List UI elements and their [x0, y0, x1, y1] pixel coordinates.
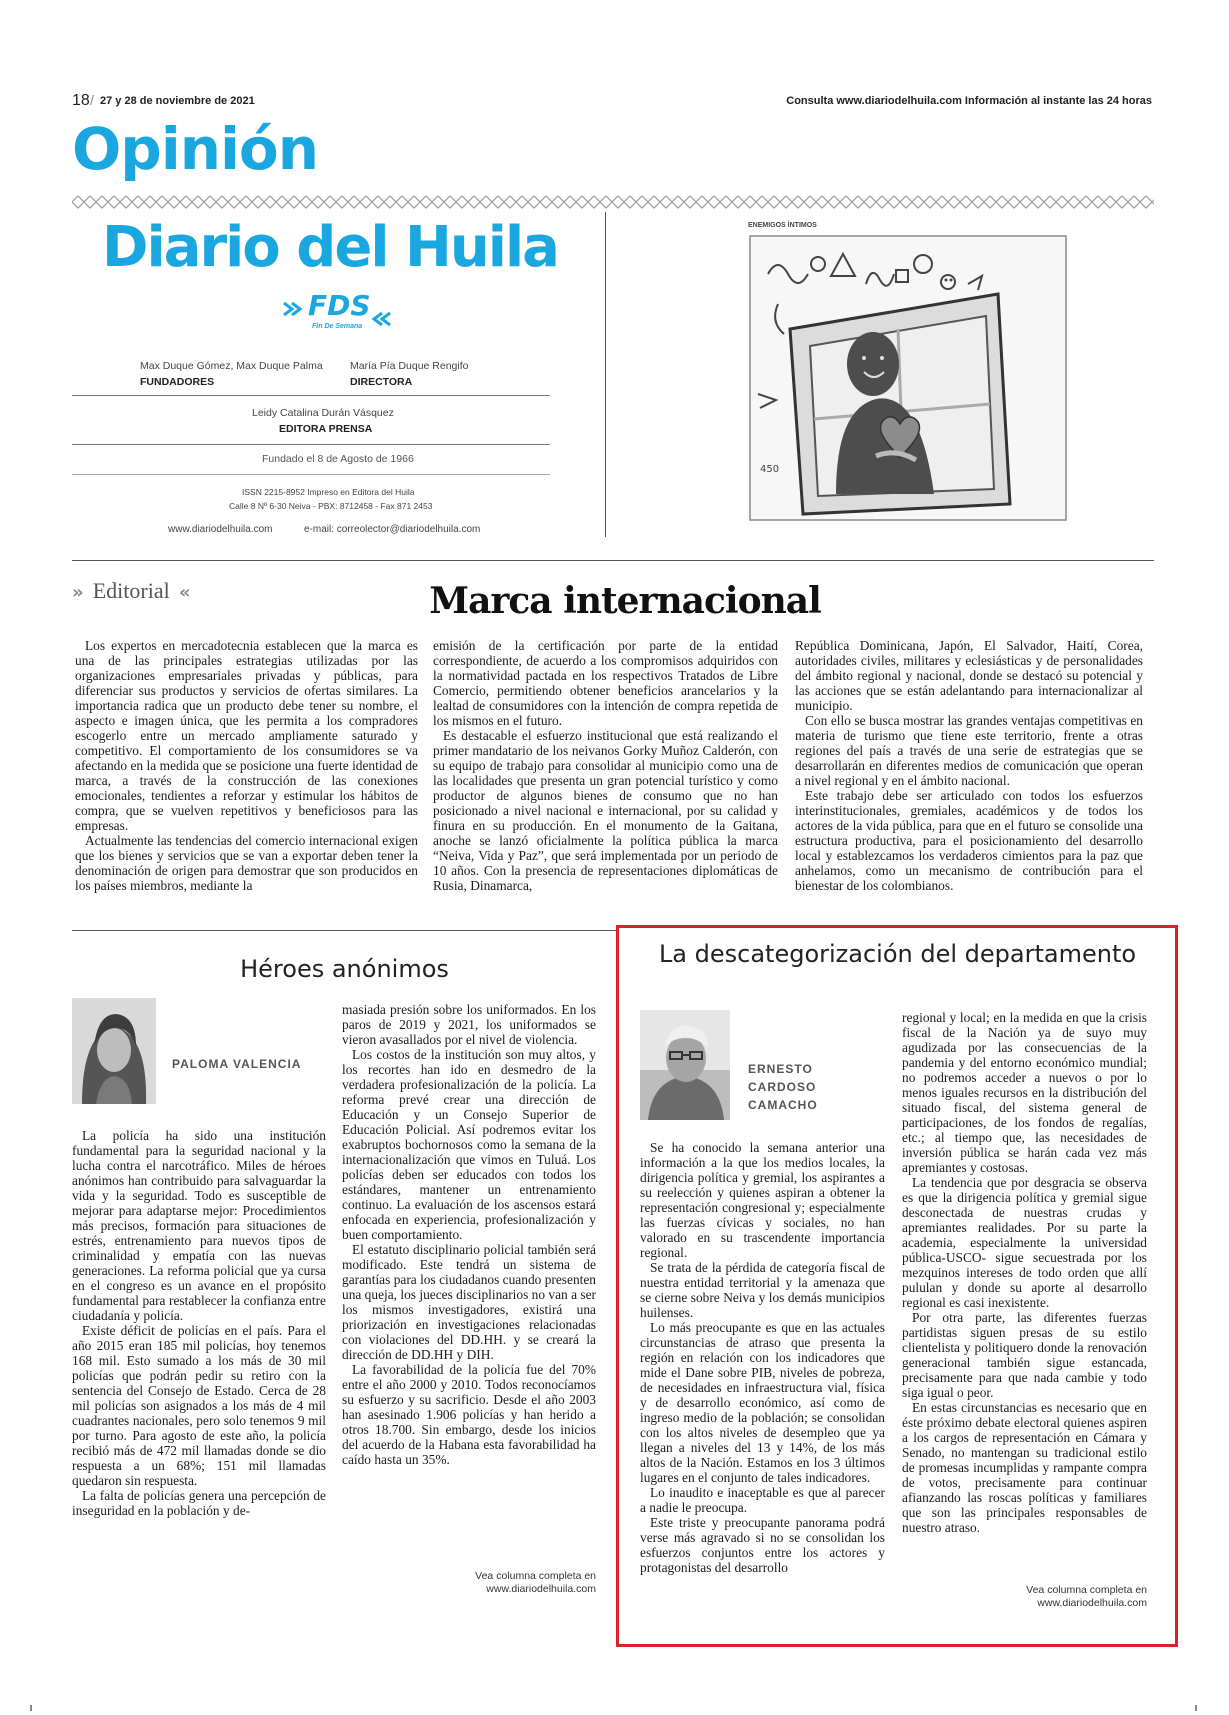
author-photo-paloma: [72, 998, 156, 1104]
paragraph: En estas circunstancias es necesario que en éste próximo debate electoral quienes aspiren a los cargos de representación en Cámara y Senado, no mantengan su tradicional estilo de promesas incumplidas y rampante compra de votos, precisamente para continuar afianzando las roscas políticas y familiares que son las principales responsables de nuestro atraso.: [902, 1400, 1147, 1535]
paragraph: La falta de policías genera una percepción de inseguridad en la población y de-: [72, 1488, 326, 1518]
cartoon-label: ENEMIGOS ÍNTIMOS: [748, 222, 817, 229]
director-name: María Pía Duque Rengifo: [350, 360, 469, 372]
masthead-vertical-rule: [605, 212, 606, 537]
paragraph: República Dominicana, Japón, El Salvador, Haití, Corea, autoridades civiles, militares y eclesiásticas y de personalidades del ámbito regional y nacional, donde se destacó su potencial y las acciones que se están adelantando para internacionalizar al municipio.: [795, 638, 1143, 713]
paragraph: Se ha conocido la semana anterior una información a la que los medios locales, la dirigencia política y gremial, los aspirantes a su reelección y quienes aspiran a obtener la representación congresional y; especialmente las fuerzas cívicas y sociales, no han valorado en su trascendente importancia regional.: [640, 1140, 885, 1260]
editor-role: EDITORA PRENSA: [279, 423, 373, 435]
paragraph: Actualmente las tendencias del comercio internacional exigen que los bienes y servicios que se van a exportar deben tener la denominación de origen para demostrar que son producidos en los países miembros, mediante la: [75, 833, 418, 893]
paragraph: emisión de la certificación por parte de la entidad correspondiente, de acuerdo a los compromisos adquiridos con la normatividad pactada en los respectivos Tratados de Libre Comercio, permitiendo obtener beneficios arancelarios y la lealtad de consumidores con la intención de compra repetida de los mismos en el futuro.: [433, 638, 778, 728]
issue-date: 27 y 28 de noviembre de 2021: [100, 95, 255, 107]
read-more-note: [935, 1584, 1147, 1610]
author-name-line: CARDOSO: [748, 1080, 817, 1094]
paragraph: Con ello se busca mostrar las grandes ventajas competitivas en materia de turismo que tiene este territorio, frente a otras regiones del país a través de una serie de estrategias que se desarrollarán en diferentes medios de comunicación que operan a nivel regional y en el ámbito nacional.: [795, 713, 1143, 788]
paragraph: Es destacable el esfuerzo institucional que está realizando el primer mandatario de los neivanos Gorky Muñoz Calderón, con su equipo de trabajo para consolidar al municipio como una de las localidades que presenta un gran potencial turístico y como productor de algunos bienes de consumo que no han posicionado a nivel nacional e internacional, por su calidad y finura en su producción. En el monumento de la Gaitana, anoche se lanzó oficialmente la política pública la marca “Neiva, Vida y Paz”, que será implementada por un periodo de 10 años. Con la presencia de representaciones diplomáticas de Rusia, Dinamarca,: [433, 728, 778, 893]
svg-text:450: 450: [760, 464, 780, 475]
section-rule: [72, 930, 617, 931]
author-photo-ernesto: [640, 1010, 730, 1120]
paragraph: Los expertos en mercadotecnia establecen que la marca es una de las principales estrategias utilizadas por las organizaciones empresariales privadas y públicas, para diferenciar sus productos y servicios de ofertas similares. La importancia radica que un producto debe tener su nombre, el aspecto e imagen única, que les permita a los compradores escogerlo entre un mercado ampliamente saturado y competitivo. El comportamiento de los consumidores se va afectando en la medida que se posicione una fuerte identidad de marca, a través de la construcción de las conexiones emocionales, tendientes a reforzar y estimular los hábitos de compra, que se vuelven repetitivos y beneficiosos para las empresas.: [75, 638, 418, 833]
fds-logo-text: FDS: [308, 289, 371, 322]
paragraph: Lo más preocupante es que en las actuales circunstancias de atraso que presenta la región en relación con los indicadores que mide el Dane sobre PIB, niveles de pobreza, de necesidades en infraestructura vial, física y de desarrollo económico, así como de ingreso medio de la población; se consolidan con los altos niveles de desempleo que ya llegan a niveles del 13 y 14%, de los más altos de la Nación. Estamos en los 3 últimos lugares en el conjunto de tales indicadores.: [640, 1320, 885, 1485]
paragraph: Este trabajo debe ser articulado con todos los esfuerzos interinstitucionales, gremiales, académicos y de todos los actores de la vida pública, para que en el futuro se consolide una estructura productiva, para el posicionamiento del desarrollo local y establezcamos los verdaderos cimientos para la paz que anhelamos, como un mecanismo de contribución para el bienestar de los colombianos.: [795, 788, 1143, 893]
article-column-1: [640, 1140, 885, 1590]
issn-line: ISSN 2215-8952 Impreso en Editora del Huila: [242, 487, 415, 497]
editorial-tag-container: [72, 578, 190, 604]
read-more-note: [380, 1570, 596, 1596]
address-line: Calle 8 Nº 6-30 Neiva - PBX: 8712458 - Fax 871 2453: [229, 501, 433, 511]
editorial-column-2: [433, 638, 778, 910]
paragraph: Por otra parte, las diferentes fuerzas partidistas siguen presas de su estilo clientelista y politiquero donde la renovación generacional también sigue estancada, precisamente para que nada cambie y todo siga igual o peor.: [902, 1310, 1147, 1400]
cartoon: [748, 222, 1068, 522]
author-name: [748, 1060, 818, 1114]
read-more-link[interactable]: www.diariodelhuila.com: [486, 1583, 596, 1595]
paragraph: Se trata de la pérdida de categoría fiscal de nuestra entidad territorial y la amenaza que se cierne sobre Neiva y los demás municipios huilenses.: [640, 1260, 885, 1320]
consulta-line: Consulta www.diariodelhuila.com Información al instante las 24 horas: [786, 95, 1152, 107]
read-more-text: Vea columna completa en: [1026, 1584, 1147, 1596]
heroes-title: Héroes anónimos: [240, 955, 449, 983]
masthead-rule: [72, 474, 550, 475]
page-number: 18: [72, 92, 90, 109]
website-link[interactable]: www.diariodelhuila.com: [168, 524, 273, 535]
author-name-line: CAMACHO: [748, 1098, 818, 1112]
editorial-column-1: [75, 638, 418, 910]
paper-name: Diario del Huila: [102, 215, 558, 280]
heroes-column-1: [72, 1128, 326, 1594]
paragraph: Lo inaudito e inaceptable es que al parecer a nadie le preocupa.: [640, 1485, 885, 1515]
editorial-title: Marca internacional: [429, 580, 821, 622]
heroes-column-2: [342, 1002, 596, 1564]
director-role: DIRECTORA: [350, 376, 413, 388]
crop-mark: [30, 1705, 32, 1711]
crop-mark: [1195, 1705, 1197, 1711]
double-chevron-right-icon: »: [72, 582, 84, 603]
editorial-tag: Editorial: [92, 578, 170, 603]
author-name: PALOMA VALENCIA: [172, 1057, 302, 1071]
page-separator: /: [90, 92, 94, 108]
paragraph: La tendencia que por desgracia se observa es que la dirigencia política y gremial sigue desconectada de nuestras crudas y apremiantes realidades. Por su parte la academia, especialmente la universidad pública-USCO- sigue secuestrada por los mezquinos intereses de todo orden que allí pululan y donde su aporte al desarrollo regional es casi inexistente.: [902, 1175, 1147, 1310]
masthead-rule: [72, 395, 550, 396]
read-more-text: Vea columna completa en: [475, 1570, 596, 1582]
section-title: Opinión: [72, 115, 319, 183]
cartoon-illustration: [748, 234, 1068, 524]
founded-date: Fundado el 8 de Agosto de 1966: [262, 453, 414, 465]
paragraph: masiada presión sobre los uniformados. En los paros de 2019 y 2021, los uniformados se vieron avasallados por el nivel de violencia.: [342, 1002, 596, 1047]
article-title: La descategorización del departamento: [658, 940, 1137, 968]
editor-name: Leidy Catalina Durán Vásquez: [252, 407, 394, 419]
paragraph: Este triste y preocupante panorama podrá verse más agravado si no se consolidan los esfuerzos conjuntos entre los actores y protagonistas del desarrollo: [640, 1515, 885, 1575]
paragraph: regional y local; en la medida en que la crisis fiscal de la Nación ya de suyo muy agudizada por las consecuencias de la pandemia y del entorno económico mundial; no podremos acceder a nuevos o por lo menos iguales recursos en la distribución del situado fiscal, del sistema general de participaciones, de los fondos de regalías, etc.; al tiempo que, las necesidades de inversión pública se harán cada vez más apremiantes y costosas.: [902, 1010, 1147, 1175]
email-link[interactable]: e-mail: correolector@diariodelhuila.com: [304, 524, 481, 535]
read-more-link[interactable]: www.diariodelhuila.com: [1037, 1597, 1147, 1609]
paragraph: Los costos de la institución son muy altos, y los recortes han ido en desmedro de la verdadera profesionalización de la policía. La reforma prevé crear una dirección de Educación y un Consejo Superior de Educación Policial. Así podremos evitar los exabruptos bochornosos como la semana de la internacionalización que vimos en Tuluá. Los policías deben ser educados con todos los estándares, mantener un entrenamiento continuo. La evaluación de los ascensos estará enfocada en experiencia, profesionalización y buen comportamiento.: [342, 1047, 596, 1242]
editorial-rule: [72, 560, 1154, 561]
founders-role: FUNDADORES: [140, 376, 215, 388]
masthead-rule: [72, 444, 550, 445]
diamond-divider: [72, 195, 1154, 209]
editorial-column-3: [795, 638, 1143, 910]
double-chevron-left-icon: «: [178, 582, 191, 603]
paragraph: El estatuto disciplinario policial también será modificado. Este tendrá un sistema de garantías para los ciudadanos cuando presenten una queja, los jueces disciplinarios no van a ser los mismos investigadores, existirá una priorización en investigaciones relacionadas con violaciones del DD.HH. y se creará la dirección de DD.HH y DIH.: [342, 1242, 596, 1362]
fds-logo-subtitle: Fin De Semana: [312, 323, 363, 330]
article-column-2: [902, 1010, 1147, 1576]
paragraph: La policía ha sido una institución fundamental para la seguridad nacional y la lucha contra el narcotráfico. Miles de héroes anónimos han contribuido para salvaguardar la vida y la seguridad. Todo es susceptible de mejorar para adaptarse mejor: Procedimientos más precisos, formación para situaciones de estrés, entrenamiento para nuevos tipos de criminalidad y empatía con las nuevas generaciones. La reforma policial que ya cursa en el congreso es un avance en el propósito fundamental para restablecer la confianza entre ciudadanía y policía.: [72, 1128, 326, 1323]
paragraph: La favorabilidad de la policía fue del 70% entre el año 2000 y 2010. Todos reconocíamos su esfuerzo y su sacrificio. Desde el año 2003 han asesinado 1.906 policías y han herido a otros 18.700. Sin embargo, desde los inicios del acuerdo de la Habana esta favorabilidad ha caído hasta un 35%.: [342, 1362, 596, 1467]
top-bar: [72, 92, 1152, 112]
author-name-line: ERNESTO: [748, 1062, 813, 1076]
founders-names: Max Duque Gómez, Max Duque Palma: [140, 360, 323, 372]
paragraph: Existe déficit de policías en el país. Para el año 2015 eran 185 mil policías, hoy tenemos 168 mil. Esto sumado a los más de 30 mil policías que podrán pedir su retiro con la sentencia del Consejo de Estado. Cerca de 28 mil policías son asignados a los más de 4 mil cuadrantes nacionales, pero solo tenemos 9 mil por turno. Para agosto de este año, la policía recibió más de 472 mil llamadas donde se dio respuesta a un 68%; 151 mil llamadas quedaron sin respuesta.: [72, 1323, 326, 1488]
